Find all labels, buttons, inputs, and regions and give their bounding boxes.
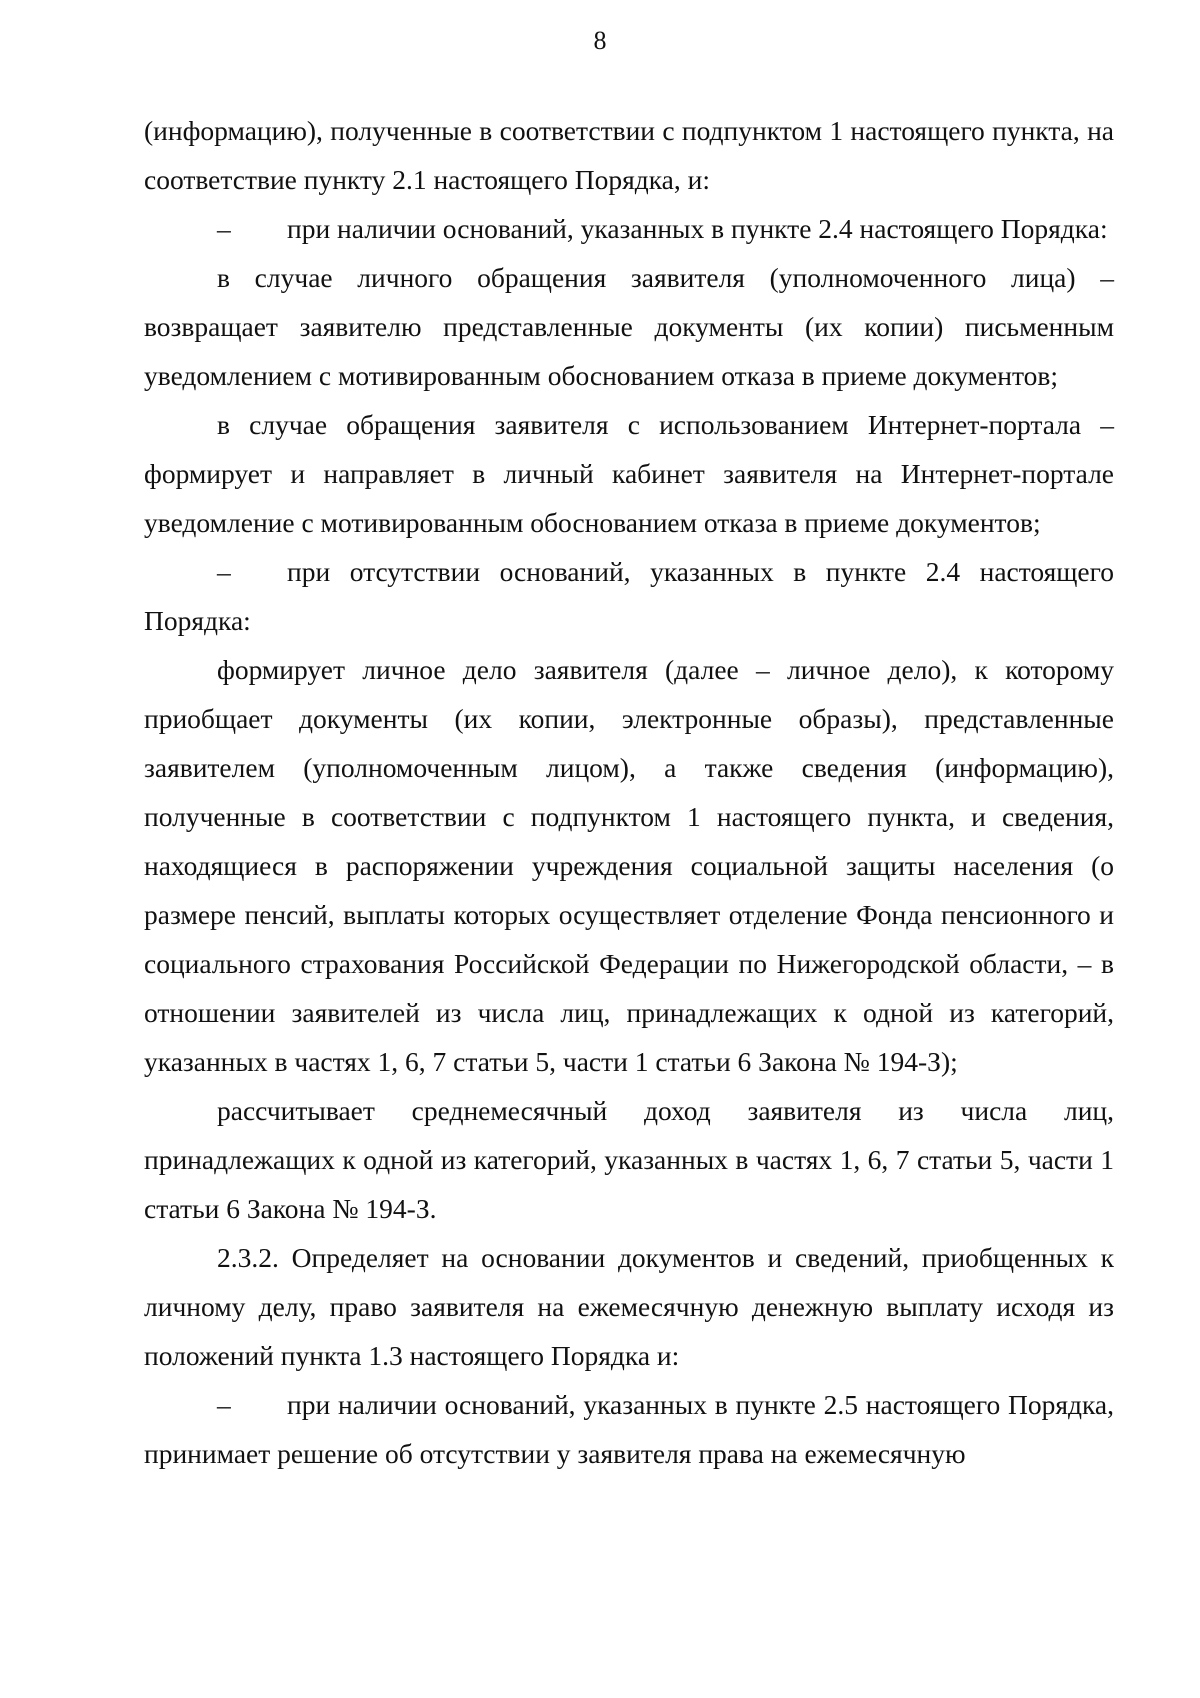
paragraph-text: в случае личного обращения заявителя (уполномоченного лица) – возвращает заявителю представленные документы (их копии) письменным уведомлением с мотивированным обоснованием отказа в приеме документов; bbox=[144, 262, 1114, 391]
paragraph-continuation bbox=[144, 106, 1114, 204]
paragraph-text: в случае обращения заявителя с использованием Интернет-портала – формирует и направляет в личный кабинет заявителя на Интернет-портале уведомление с мотивированным обоснованием отказа в приеме документов; bbox=[144, 409, 1114, 538]
list-item-dash bbox=[144, 1380, 1114, 1478]
paragraph bbox=[144, 400, 1114, 547]
paragraph-text: формирует личное дело заявителя (далее – личное дело), к которому приобщает документы (их копии, электронные образы), представленные заявителем (уполномоченным лицом), а также сведения (информацию), полученные в соответствии с подпунктом 1 настоящего пункта, и сведения, находящиеся в распоряжении учреждения социальной защиты населения (о размере пенсий, выплаты которых осуществляет отделение Фонда пенсионного и социального страхования Российской Федерации по Нижегородской области, – в отношении заявителей из числа лиц, принадлежащих к одной из категорий, указанных в частях 1, 6, 7 статьи 5, части 1 статьи 6 Закона № 194-З); bbox=[144, 654, 1114, 1077]
dash-marker: – bbox=[217, 556, 231, 587]
document-body bbox=[144, 106, 1114, 1478]
paragraph-text: при отсутствии оснований, указанных в пункте 2.4 настоящего Порядка: bbox=[144, 556, 1114, 636]
paragraph bbox=[144, 1086, 1114, 1233]
paragraph-text: рассчитывает среднемесячный доход заявителя из числа лиц, принадлежащих к одной из категорий, указанных в частях 1, 6, 7 статьи 5, части 1 статьи 6 Закона № 194-З. bbox=[144, 1095, 1114, 1224]
paragraph bbox=[144, 253, 1114, 400]
list-item-dash bbox=[144, 547, 1114, 645]
list-item-dash bbox=[144, 204, 1114, 253]
paragraph-text: при наличии оснований, указанных в пункте 2.4 настоящего Порядка: bbox=[287, 213, 1108, 244]
paragraph-text: (информацию), полученные в соответствии с подпунктом 1 настоящего пункта, на соответствие пункту 2.1 настоящего Порядка, и: bbox=[144, 115, 1114, 195]
page-number: 8 bbox=[593, 26, 607, 55]
dash-marker: – bbox=[217, 1389, 231, 1420]
dash-marker: – bbox=[217, 213, 231, 244]
paragraph bbox=[144, 645, 1114, 1086]
paragraph-text: при наличии оснований, указанных в пункте 2.5 настоящего Порядка, принимает решение об отсутствии у заявителя права на ежемесячную bbox=[144, 1389, 1114, 1469]
paragraph bbox=[144, 1233, 1114, 1380]
paragraph-text: 2.3.2. Определяет на основании документов и сведений, приобщенных к личному делу, право заявителя на ежемесячную денежную выплату исходя из положений пункта 1.3 настоящего Порядка и: bbox=[144, 1242, 1114, 1371]
